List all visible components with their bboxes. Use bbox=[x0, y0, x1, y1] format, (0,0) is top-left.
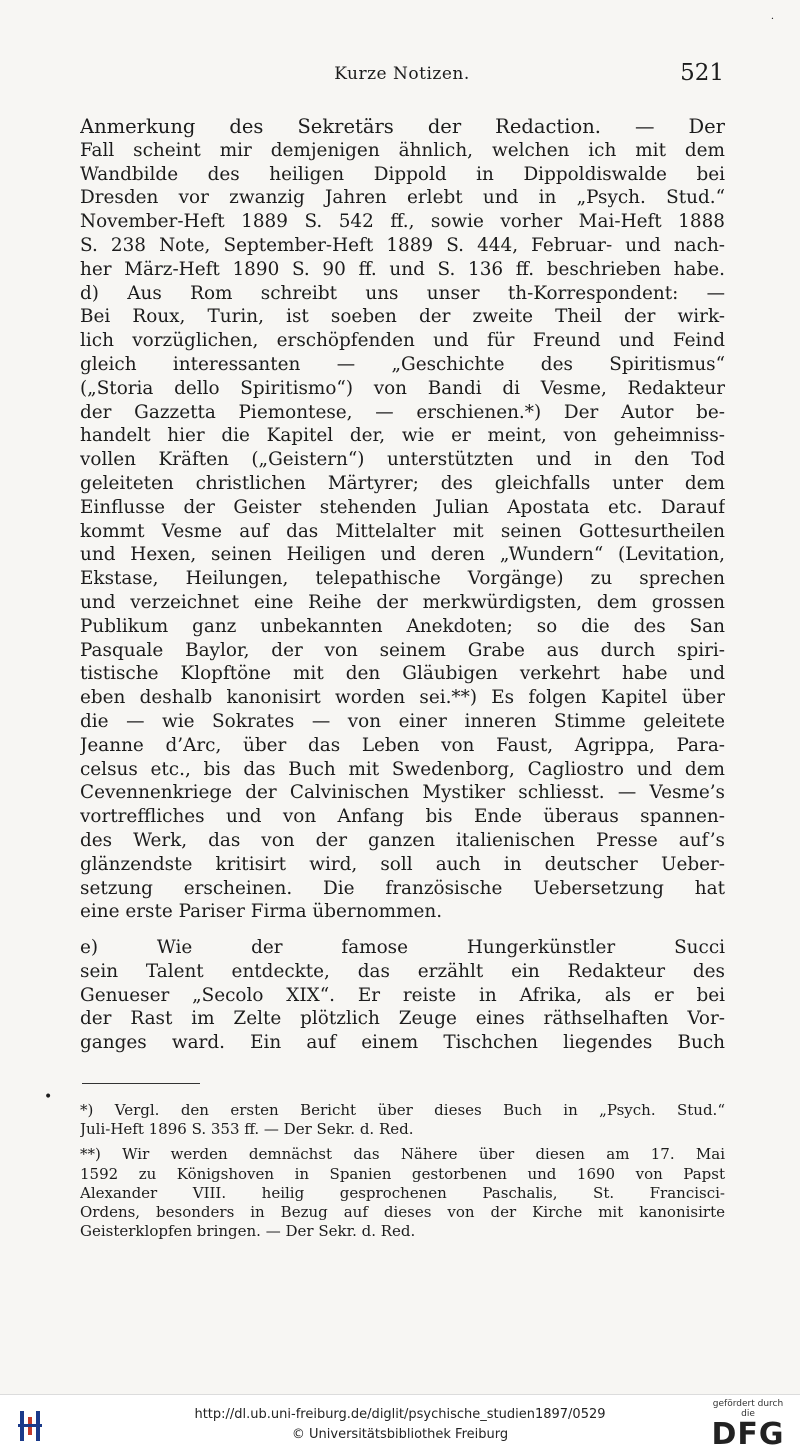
text-line: handelt hier die Kapitel der, wie er meint, von geheimniss- bbox=[80, 425, 725, 447]
text-line: Genueser „Secolo XIX“. Er reiste in Afrika, als er bei bbox=[80, 984, 725, 1006]
running-title: Kurze Notizen. bbox=[334, 64, 470, 84]
footnote-line: Juli-Heft 1896 S. 353 ff. — Der Sekr. d. Red. bbox=[80, 1120, 414, 1139]
text-line: Wandbilde des heiligen Dippold in Dippoldiswalde bei bbox=[80, 163, 725, 185]
text-line: Dresden vor zwanzig Jahren erlebt und in „Psych. Stud.“ bbox=[80, 187, 725, 209]
copyright-text: © Universitätsbibliothek Freiburg bbox=[291, 1427, 509, 1442]
text-line: des Werk, das von der ganzen italienischen Presse auf’s bbox=[80, 829, 725, 851]
text-line: kommt Vesme auf das Mittelalter mit seinen Gottesurtheilen bbox=[80, 520, 725, 542]
text-line: tistische Klopftöne mit den Gläubigen verkehrt habe und bbox=[80, 663, 725, 685]
text-line: e) Wie der famose Hungerkünstler Succi bbox=[80, 937, 725, 959]
running-head bbox=[80, 60, 724, 90]
text-line: celsus etc., bis das Buch mit Swedenborg, Cagliostro und dem bbox=[80, 758, 725, 780]
text-line: Cevennenkriege der Calvinischen Mystiker schliesst. — Vesme’s bbox=[80, 782, 725, 804]
text-line: ganges ward. Ein auf einem Tischchen liegendes Buch bbox=[80, 1032, 725, 1054]
text-line: Einflusse der Geister stehenden Julian Apostata etc. Darauf bbox=[80, 496, 725, 518]
permalink-url[interactable]: http://dl.ub.uni-freiburg.de/diglit/psychische_studien1897/0529 bbox=[194, 1407, 606, 1422]
dfg-logo-block bbox=[706, 1399, 790, 1451]
footnote-line: **) Wir werden demnächst das Nähere über diesen am 17. Mai bbox=[80, 1145, 725, 1164]
dfg-caption: gefördert durch die bbox=[712, 1399, 784, 1419]
text-line: („Storia dello Spiritismo“) von Bandi di Vesme, Redakteur bbox=[80, 377, 725, 399]
text-line: geleiteten christlichen Märtyrer; des gleichfalls unter dem bbox=[80, 472, 725, 494]
text-line: und Hexen, seinen Heiligen und deren „Wundern“ (Levitation, bbox=[80, 544, 725, 566]
text-line: Jeanne d’Arc, über das Leben von Faust, Agrippa, Para- bbox=[80, 734, 725, 756]
text-line: Fall scheint mir demjenigen ähnlich, welchen ich mit dem bbox=[80, 139, 725, 161]
text-line: Ekstase, Heilungen, telepathische Vorgänge) zu sprechen bbox=[80, 568, 725, 590]
text-line: lich vorzüglichen, erschöpfenden und für Freund und Feind bbox=[80, 330, 725, 352]
text-line: sein Talent entdeckte, das erzählt ein Redakteur des bbox=[80, 960, 725, 982]
text-line: vollen Kräften („Geistern“) unterstützten und in den Tod bbox=[80, 449, 725, 471]
text-line: der Gazzetta Piemontese, — erschienen.*) Der Autor be- bbox=[80, 401, 725, 423]
text-line: eine erste Pariser Firma übernommen. bbox=[80, 901, 443, 923]
text-line: glänzendste kritisirt wird, soll auch in deutscher Ueber- bbox=[80, 853, 725, 875]
footnotes bbox=[80, 1101, 725, 1241]
text-line: d) Aus Rom schreibt uns unser th-Korrespondent: — bbox=[80, 282, 725, 304]
text-line: setzung erscheinen. Die französische Uebersetzung hat bbox=[80, 877, 725, 899]
text-line: Pasquale Baylor, der von seinem Grabe aus durch spiri- bbox=[80, 639, 725, 661]
footnote-line: Alexander VIII. heilig gesprochenen Paschalis, St. Francisci- bbox=[80, 1183, 725, 1202]
page-number: 521 bbox=[680, 60, 724, 86]
text-line: Bei Roux, Turin, ist soeben der zweite Theil der wirk- bbox=[80, 306, 725, 328]
text-line: Anmerkung des Sekretärs der Redaction. — Der bbox=[80, 115, 725, 138]
body-text bbox=[80, 115, 725, 1055]
paragraph-gap bbox=[80, 924, 725, 936]
footnote-rule bbox=[82, 1083, 200, 1084]
text-line: Publikum ganz unbekannten Anekdoten; so die des San bbox=[80, 615, 725, 637]
text-line: eben deshalb kanonisirt worden sei.**) Es folgen Kapitel über bbox=[80, 687, 725, 709]
dfg-logo: DFG bbox=[711, 1417, 785, 1452]
footnote-line: Ordens, besonders in Bezug auf dieses von der Kirche mit kanonisirte bbox=[80, 1202, 725, 1221]
viewer-footer bbox=[0, 1394, 800, 1452]
text-line: gleich interessanten — „Geschichte des Spiritismus“ bbox=[80, 353, 725, 375]
stray-mark: • bbox=[44, 1089, 53, 1105]
text-line: und verzeichnet eine Reihe der merkwürdigsten, dem grossen bbox=[80, 591, 725, 613]
footnote-line: *) Vergl. den ersten Bericht über dieses Buch in „Psych. Stud.“ bbox=[80, 1101, 725, 1119]
text-line: vortreffliches und von Anfang bis Ende überaus spannen- bbox=[80, 806, 725, 828]
corner-mark: · bbox=[770, 14, 774, 25]
footnote-line: Geisterklopfen bringen. — Der Sekr. d. Red. bbox=[80, 1222, 416, 1241]
text-line: her März-Heft 1890 S. 90 ff. und S. 136 ff. beschrieben habe. bbox=[80, 258, 725, 280]
text-line: die — wie Sokrates — von einer inneren Stimme geleitete bbox=[80, 710, 725, 732]
footnote-line: 1592 zu Königshoven in Spanien gestorbenen und 1690 von Papst bbox=[80, 1164, 725, 1183]
text-line: der Rast im Zelte plötzlich Zeuge eines räthselhaften Vor- bbox=[80, 1008, 725, 1030]
text-line: November-Heft 1889 S. 542 ff., sowie vorher Mai-Heft 1888 bbox=[80, 211, 725, 233]
text-line: S. 238 Note, September-Heft 1889 S. 444, Februar- und nach- bbox=[80, 234, 725, 256]
